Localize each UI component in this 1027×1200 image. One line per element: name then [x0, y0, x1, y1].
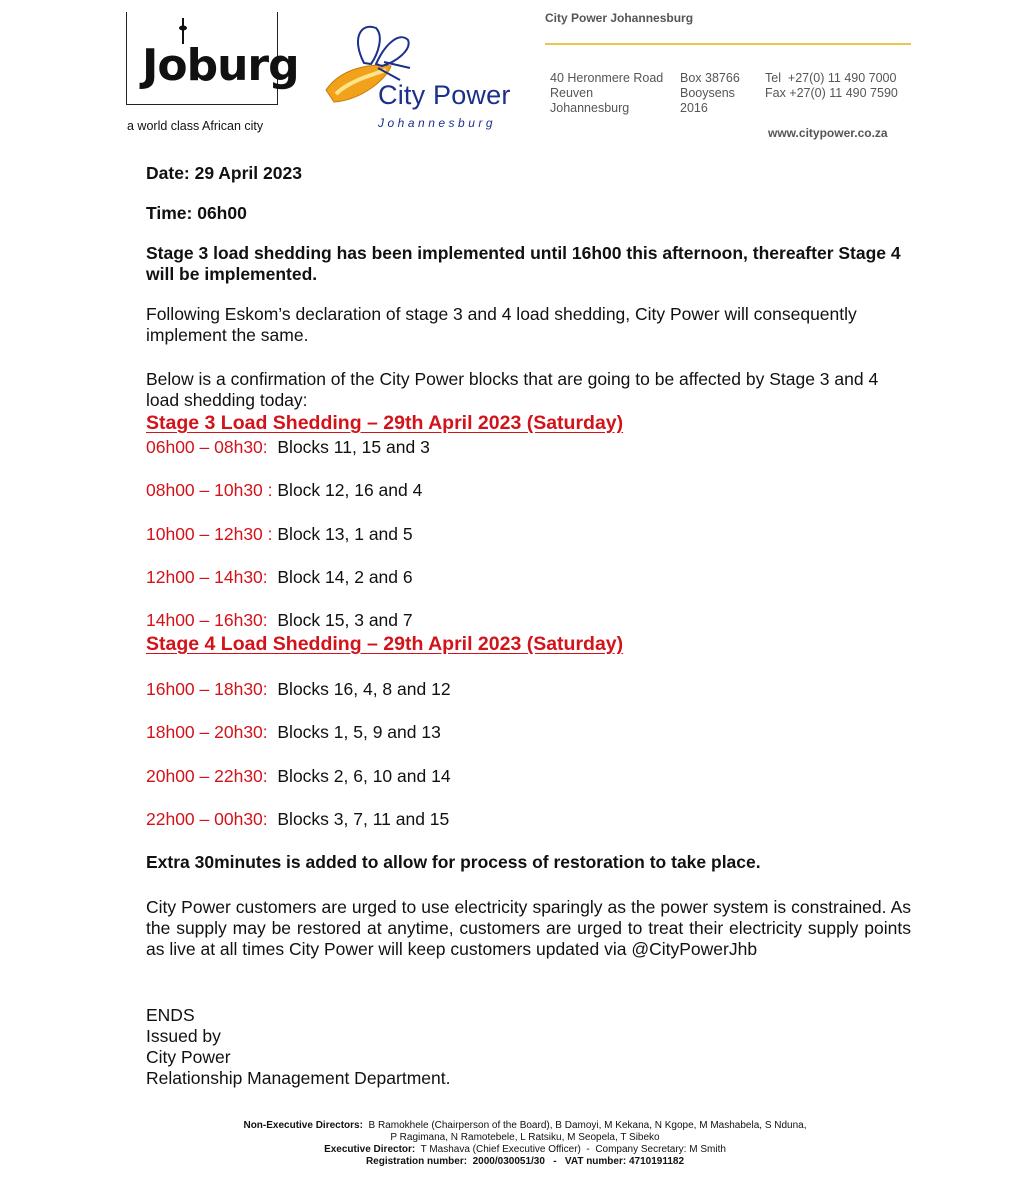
slot-time: 22h00 – 00h30: — [146, 809, 268, 829]
joburg-tower-icon — [176, 18, 190, 44]
slot-time: 18h00 – 20h30: — [146, 722, 268, 742]
stage4-slot — [146, 722, 441, 743]
joburg-tagline: a world class African city — [127, 119, 264, 133]
closing-line: City Power — [146, 1047, 231, 1067]
notice-headline: Stage 3 load shedding has been implemented until 16h00 this afternoon, thereafter Stage 4 will be implemented. — [146, 243, 901, 284]
closing-line: Issued by — [146, 1026, 221, 1046]
exec-label: Executive Director: — [324, 1144, 416, 1155]
postal-block — [680, 71, 740, 116]
postal-line: Booysens — [680, 86, 735, 100]
joburg-logo: Joburg — [142, 40, 299, 91]
slot-time: 14h00 – 16h30: — [146, 610, 268, 630]
postal-line: Box 38766 — [680, 71, 740, 85]
address-line: Johannesburg — [550, 101, 630, 115]
stage3-slot — [146, 610, 413, 631]
slot-time: 12h00 – 14h30: — [146, 567, 268, 587]
notice-paragraph-2: Below is a confirmation of the City Power blocks that are going to be affected by Stage 3 and 4 load shedding today: — [146, 369, 879, 410]
slot-blocks: Blocks 16, 4, 8 and 12 — [267, 679, 451, 699]
slot-time: 06h00 – 08h30: — [146, 437, 268, 457]
exec-names: T Mashava (Chief Executive Officer) - Company Secretary: M Smith — [420, 1144, 726, 1155]
notice-date: Date: 29 April 2023 — [146, 163, 302, 183]
closing-line: ENDS — [146, 1005, 195, 1025]
stage3-slot — [146, 524, 413, 545]
restoration-note: Extra 30minutes is added to allow for process of restoration to take place. — [146, 852, 761, 872]
stage3-slot — [146, 437, 430, 458]
fax: Fax +27(0) 11 490 7590 — [765, 86, 898, 100]
exec-director-line — [120, 1144, 930, 1156]
telephone: Tel +27(0) 11 490 7000 — [765, 71, 897, 85]
slot-time: 16h00 – 18h30: — [146, 679, 268, 699]
stage4-slot — [146, 766, 451, 787]
notice-paragraph-1: Following Eskom’s declaration of stage 3 and 4 load shedding, City Power will consequently implement the same. — [146, 304, 857, 345]
website-link[interactable]: www.citypower.co.za — [768, 126, 888, 140]
stage3-slot — [146, 567, 413, 588]
phone-block — [765, 71, 898, 101]
city-power-logo-name: City Power — [378, 80, 511, 110]
stage4-heading: Stage 4 Load Shedding – 29th April 2023 (Saturday) — [146, 633, 624, 655]
address-line: Reuven — [550, 86, 594, 100]
slot-blocks: Blocks 11, 15 and 3 — [267, 437, 430, 457]
slot-blocks: Block 13, 1 and 5 — [272, 524, 413, 544]
closing-block — [146, 1005, 911, 1089]
address-line: 40 Heronmere Road — [550, 71, 664, 85]
directors-footer — [120, 1120, 930, 1168]
slot-blocks: Blocks 3, 7, 11 and 15 — [267, 809, 450, 829]
slot-time: 08h00 – 10h30 : — [146, 480, 273, 500]
address-block — [550, 71, 663, 116]
nonexec-label: Non-Executive Directors: — [243, 1120, 363, 1131]
stage4-slot — [146, 679, 451, 700]
slot-blocks: Block 15, 3 and 7 — [267, 610, 413, 630]
slot-blocks: Block 14, 2 and 6 — [267, 567, 413, 587]
nonexec-names-2: P Ragimana, N Ramotebele, L Ratsiku, M Seopela, T Sibeko — [390, 1132, 660, 1143]
slot-time: 10h00 – 12h30 : — [146, 524, 273, 544]
closing-line: Relationship Management Department. — [146, 1068, 451, 1088]
postal-line: 2016 — [680, 101, 708, 115]
slot-blocks: Block 12, 16 and 4 — [272, 480, 423, 500]
notice-paragraph-3: City Power customers are urged to use electricity sparingly as the power system is constrained. As the supply may be restored at anytime, customers are urged to treat their electricity supply points as live at all times City Power will keep customers updated via @CityPowerJhb — [146, 897, 911, 959]
city-power-logo-city: Johannesburg — [378, 116, 497, 130]
stage3-slot — [146, 480, 422, 501]
stage4-slot — [146, 809, 449, 830]
letterhead-rule — [545, 43, 911, 45]
nonexec-names: B Ramokhele (Chairperson of the Board), B Damoyi, M Kekana, N Kgope, M Mashabela, S Nduna, — [368, 1120, 807, 1131]
slot-blocks: Blocks 2, 6, 10 and 14 — [267, 766, 451, 786]
notice-time: Time: 06h00 — [146, 203, 247, 223]
stage3-heading: Stage 3 Load Shedding – 29th April 2023 (Saturday) — [146, 412, 624, 434]
slot-time: 20h00 – 22h30: — [146, 766, 268, 786]
letterhead-title: City Power Johannesburg — [545, 11, 694, 25]
registration-line: Registration number: 2000/030051/30 - VAT number: 4710191182 — [365, 1156, 685, 1167]
slot-blocks: Blocks 1, 5, 9 and 13 — [267, 722, 441, 742]
nonexec-directors-line — [120, 1120, 930, 1132]
